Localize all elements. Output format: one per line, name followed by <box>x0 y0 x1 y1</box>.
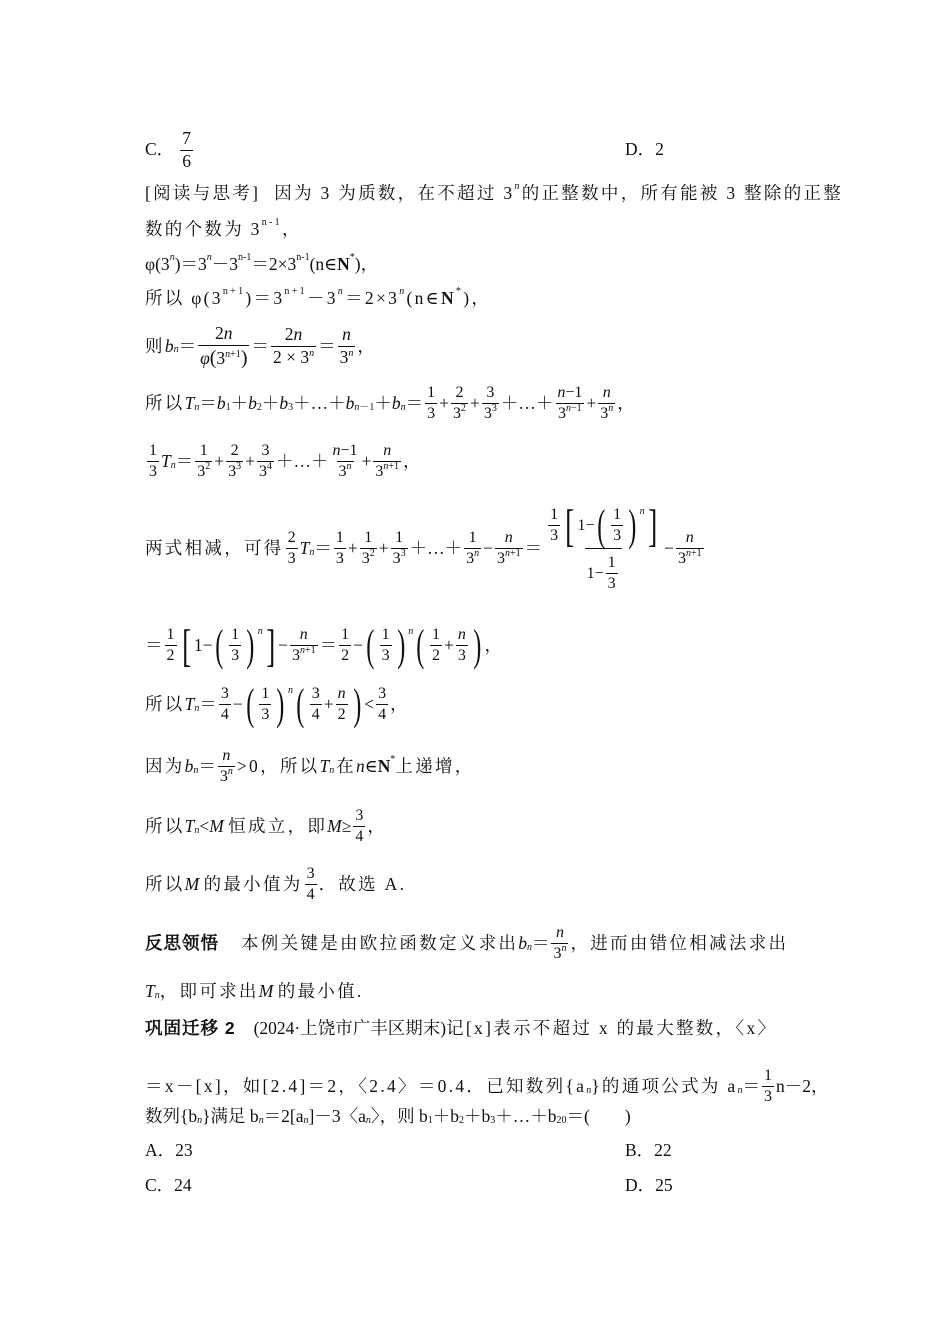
option-c-label: C． <box>145 139 175 160</box>
equation-simplified: ＝ 1 2 [ 1− ( 1 3 ) $^n$ ] − n $3^{n+1}$ ＝ 1 2 − ( 1 3 ) $^n$ ( 1 2 + n 3 ) ， <box>145 620 502 671</box>
reading-line-1: [阅读与思考] 因为 3 为质数，在不超过 3 $^n$ 的正整数中，所有能被 3 整除的正整 <box>145 180 844 203</box>
answer-d: D．25 <box>625 1175 673 1195</box>
reflection-line-1: 反思领悟 本例关键是由欧拉函数定义求出 b $_n$ ＝ n 3$^n$ ，进而由错位相减法求出 <box>145 924 789 962</box>
reading-label: [阅读与思考] <box>145 183 261 203</box>
answer-c: C．24 <box>145 1175 192 1195</box>
reflection-heading: 反思领悟 <box>145 932 219 953</box>
equation-inequality: 所以 T $_n$ < M 恒成立，即 M ≥ $\frac{3}{4}$ ， <box>145 807 385 845</box>
exercise-line-3: 数列{b $_n$ }满足 b $_n$ ＝2[a $_n$ ]－3〈a $_n$ 〉，则 b $_1$ ＋b $_2$ ＋b $_3$ ＋…＋b $_{20}$ ＝( ) <box>145 1106 631 1126</box>
equation-tn-result: 所以 T $_n$ ＝ 3 4 − ( 1 3 ) $^n$ ( 3 4 + n 2 ) < 3 4 ， <box>145 680 408 729</box>
exercise-source: (2024·上饶市广丰区期末) <box>253 1018 447 1038</box>
equation-third-tn: 1 3 T $_n$ ＝ 1 $3^2$ + 2 $3^3$ + 3 $3^4$ ＋…＋ n−1 3$^n$ + n $3^{n+1}$ ， <box>149 442 421 480</box>
equation-phi-3n: φ(3 $^n$ )＝3 $^n$ －3 $^{n-1}$ ＝2×3 $^{n-1}$ (n∈ N * )， <box>145 251 379 274</box>
equation-bn: 则 b $_n$ ＝ 2n $\varphi(3^{n+1})$ ＝ 2n $2 \times 3^n$ ＝ n 3$^n$ ， <box>145 323 375 369</box>
equation-tn-sum: 所以 T $_n$ ＝ b $_1$ ＋ b $_2$ ＋ b $_3$ ＋…＋ b $_{n -1}$ ＋ b $_n$ ＝ 1 3 + 2 $3^2$ + 3 $3^3$ ＋…＋ n−1 $3^{n-1}$ + n 3$^n$ ， <box>145 384 635 422</box>
equation-subtraction: 两式相减，可得 2 3 T $_n$ ＝ 1 3 + 1 $3^2$ + 1 $3^3$ ＋…＋ 1 3$^n$ − n $3^{n+1}$ ＝ 1 3 [ 1− ( 1 3 ) $^n$ ] 1− 1 3 − n $3^{n+1}$ <box>145 500 702 593</box>
equation-min-value: 所以 M 的最小值为 3 4 ．故选 A. <box>145 865 407 903</box>
answer-a: A．23 <box>145 1140 193 1160</box>
prev-options-row <box>145 130 820 170</box>
reflection-line-2: T $_n$ ，即可求出 M 的最小值. <box>145 981 364 1001</box>
reading-line-2: 数的个数为 3 $^{n-1}$ ， <box>145 216 302 239</box>
option-d: D．2 <box>625 139 664 160</box>
answer-row-2 <box>145 1177 820 1195</box>
option-c-fraction: 7 6 <box>182 128 191 171</box>
exercise-line-2: ＝x－[x]，如[2.4]＝2，〈2.4〉＝0.4．已知数列{a $_n$ }的通项公式为 a $_n$ ＝ 1 3 n－2， <box>145 1067 829 1105</box>
exercise-line-1: 巩固迁移 2 (2024·上饶市广丰区期末) 记[x]表示不超过 x 的最大整数，〈x〉 <box>145 1018 778 1038</box>
equation-increasing: 因为 b $_n$ ＝ n 3$^n$ >0，所以 T $_n$ 在 n ∈ N * 上递增， <box>145 747 475 785</box>
exercise-heading: 巩固迁移 2 <box>145 1018 236 1038</box>
answer-row-1 <box>145 1142 820 1160</box>
equation-phi-3n1: 所以 φ(3 $^{n+1}$ )＝3 $^{n+1}$ －3 $^n$ ＝2×3 $^n$ (n∈ N * )， <box>145 285 492 308</box>
answer-b: B．22 <box>625 1140 672 1160</box>
